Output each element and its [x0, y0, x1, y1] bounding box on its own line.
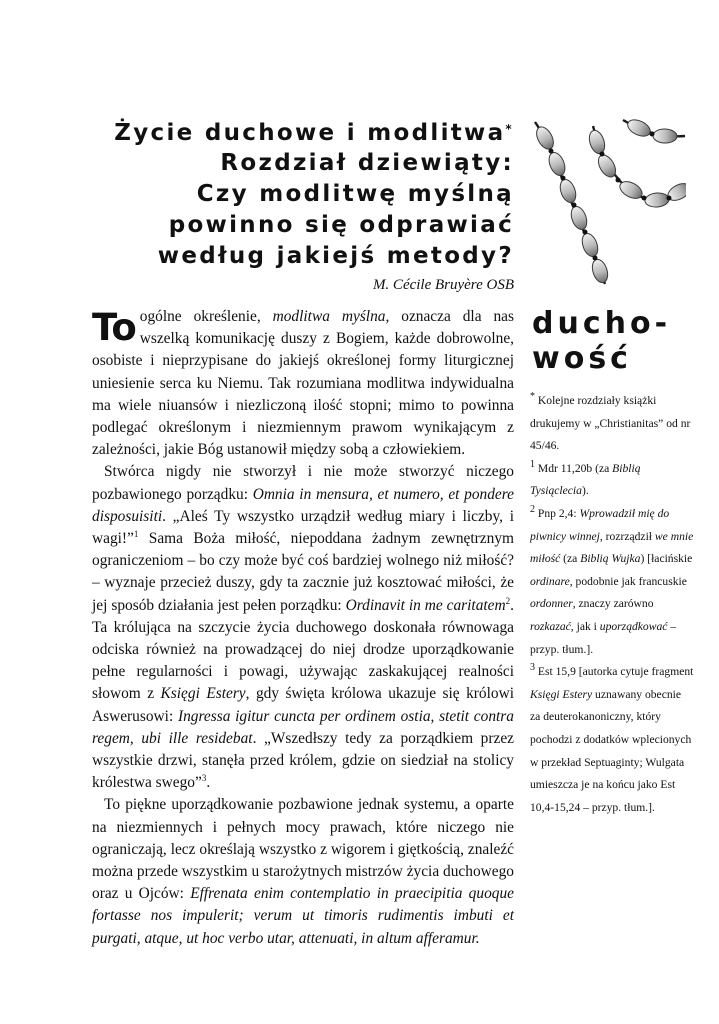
paragraph-1: To ogólne określenie, modlitwa myślna, oznacza dla nas wszelką komunikację duszy z Bogiem, każde dobrowolne, osobiste i nieprzypisane do jakiejś określonej formy liturgicznej uniesienie serca ku Niemu. Tak rozumiana modlitwa indywidualna ma wiele niuansów i niezliczoną ilość stopni; mimo to powinna podlegać określonym i niezmiennym prawom wynikającym z zależności, jakie Bóg ustanowił między sobą a człowiekiem. [92, 306, 514, 459]
footnote-1: $^1$ Mdr 11,20b (za Biblią Tysiąclecia). [530, 458, 641, 498]
author-byline: M. Cécile Bruyère OSB [372, 277, 514, 293]
section-label: ducho- wość [532, 306, 672, 376]
article-title-block [110, 118, 514, 294]
chapter-title-line: według jakiejś metody? [157, 243, 514, 269]
chapter-title-line: Rozdział dziewiąty: [220, 150, 514, 176]
footnote-ref-3: 3 [201, 773, 207, 784]
footnote-star: * Kolejne rozdziały książki drukujemy w „Christianitas” od nr 45/46. [530, 391, 691, 453]
footnote-ref-2: 2 [505, 595, 511, 606]
chapter-title-line: powinno się odprawiać [168, 212, 514, 238]
article-body [92, 306, 514, 950]
footnote-3: $^3$ Est 15,9 [autorka cytuje fragment Księgi Estery uznawany obecnie za deuterokanoniczny, który pochodzi z dodatków wplecionych w przekład Septuaginty; Wulgata umieszcza je na końcu jako Est 10,4-15,24 – przyp. tłum.]. [530, 662, 694, 814]
paragraph-3: To piękne uporządkowanie pozbawione jednak systemu, a oparte na niezmiennych i pełnych mocy prawach, które niczego nie ograniczają, lecz określają wszystko z wigorem i giętkością, znaleźć można przede wszystkim u starożytnych mistrzów życia duchowego oraz u Ojców: Effrenata enim contemplatio in praecipitia quoque fortasse nos impulerit; verum ut timoris rudimentis imbuti et purgati, atque, ut hoc verbo utar, attenuati, in altum afferamur. [92, 796, 514, 947]
footnote-2: $^2$ Pnp 2,4: Wprowadził mię do piwnicy winnej, rozrządził we mnie miłość (za Biblią Wujka) [łacińskie ordinare, podobnie jak francuskie ordonner, znaczy zarówno rozkazać, jak i uporządkować – przyp. tłum.]. [530, 504, 694, 656]
footnote-ref-1: 1 [133, 528, 139, 539]
drop-cap: To [92, 306, 136, 349]
rosary-photo [533, 118, 686, 286]
side-column [532, 306, 694, 819]
paragraph-2: Stwórca nigdy nie stworzył i nie może stworzyć niczego pozbawionego porządku: Omnia in mensura, et numero, et pondere disposuisiti. „Aleś Ty wszystko urządził według miary i liczby, i wagi!”$^1$ Sama Boża miłość, niepoddana żadnym zewnętrznym ograniczeniom – bo czy może być coś bardziej wolnego niż miłość? – wyznaje przecież duszy, gdy ta zacznie już kosztować miłości, że jej sposób działania jest pełen porządku: Ordinavit in me caritatem$^2$. Ta królująca na szczycie życia duchowego doskonała równowaga odciska również na prowadzącej do niej drodze uporządkowanie pełne regularności i powagi, używając zaskakującej realności słowom z Księgi Estery, gdy święta królowa ukazuje się królowi Aswerusowi: Ingressa igitur cuncta per ordinem ostia, stetit contra regem, ubi ille residebat. „Wszedłszy tedy za porządkiem przez wszystkie drzwi, stanęła przed królem, gdzie on siedział na stolicy królestwa swego”$^3$. [92, 463, 514, 792]
series-title: Życie duchowe i modlitwa* [114, 120, 514, 146]
chapter-title-line: Czy modlitwę myślną [196, 181, 514, 207]
title-footnote-marker: * [505, 122, 514, 136]
footnotes [530, 390, 694, 819]
